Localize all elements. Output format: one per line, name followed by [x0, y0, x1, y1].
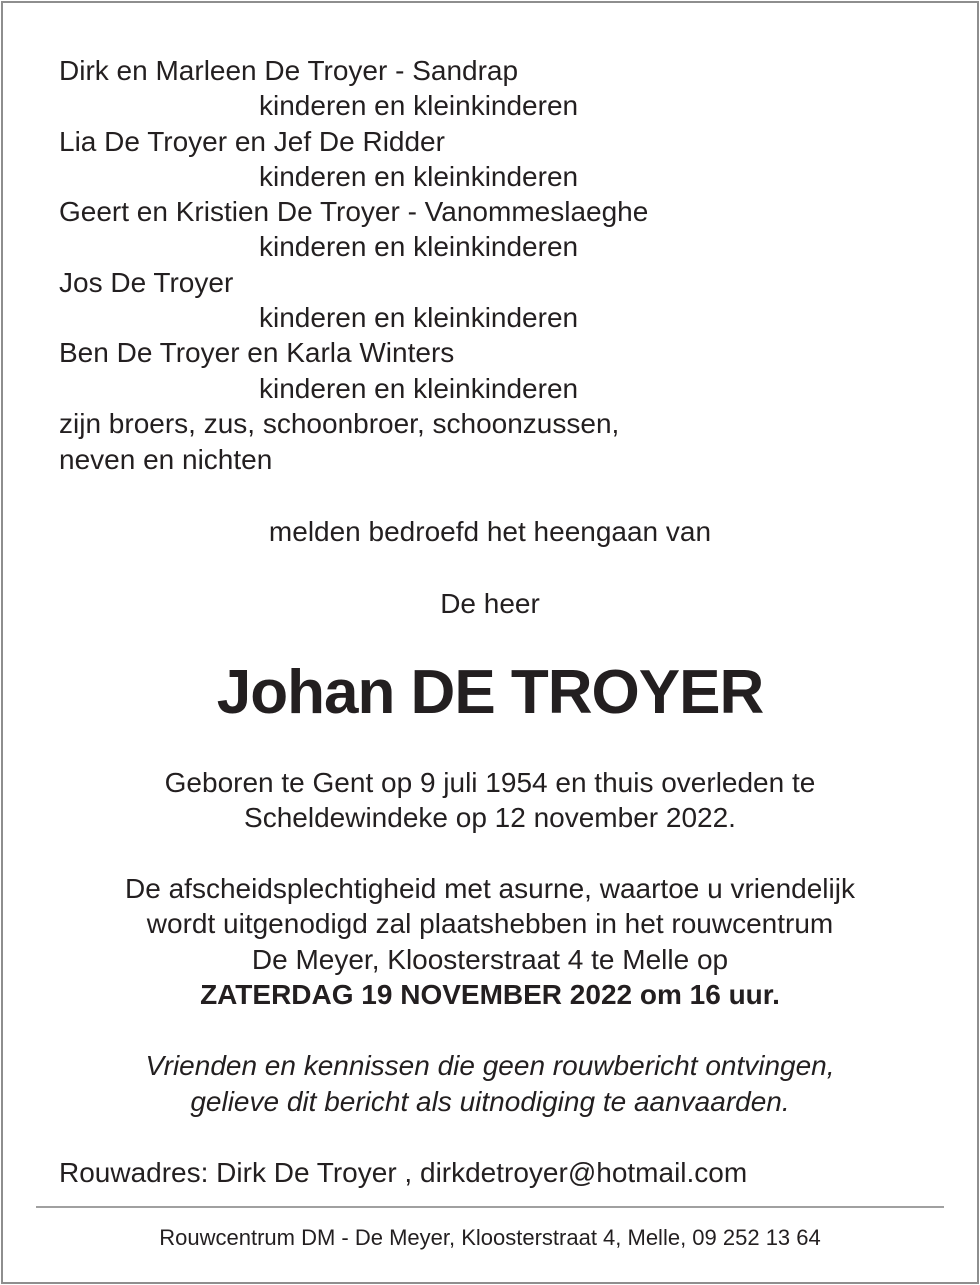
birth-death-line: Geboren te Gent op 9 juli 1954 en thuis overleden te	[164, 767, 816, 798]
invitation-note-line: Vrienden en kennissen die geen rouwbericht ontvingen,	[145, 1050, 835, 1081]
footer-divider	[36, 1206, 944, 1208]
deceased-name: Johan DE TROYER	[216, 658, 764, 727]
ceremony-line: De Meyer, Kloosterstraat 4 te Melle op	[251, 944, 729, 975]
family-names: Ben De Troyer en Karla Winters	[59, 337, 455, 368]
family-names: Geert en Kristien De Troyer - Vanommeslaeghe	[59, 196, 649, 227]
mourning-address: Rouwadres: Dirk De Troyer , dirkdetroyer@hotmail.com	[59, 1157, 748, 1188]
ceremony-line: De afscheidsplechtigheid met asurne, waartoe u vriendelijk	[125, 873, 855, 904]
family-descendants: kinderen en kleinkinderen	[259, 231, 579, 262]
ceremony-datetime: ZATERDAG 19 NOVEMBER 2022 om 16 uur.	[200, 979, 780, 1010]
salutation: De heer	[440, 588, 540, 619]
family-names: Jos De Troyer	[59, 267, 234, 298]
family-descendants: kinderen en kleinkinderen	[259, 302, 579, 333]
relatives-line: neven en nichten	[59, 444, 273, 475]
family-descendants: kinderen en kleinkinderen	[259, 161, 579, 192]
family-names: Dirk en Marleen De Troyer - Sandrap	[59, 55, 519, 86]
relatives-line: zijn broers, zus, schoonbroer, schoonzussen,	[59, 408, 620, 439]
ceremony-line: wordt uitgenodigd zal plaatshebben in het rouwcentrum	[146, 908, 834, 939]
family-names: Lia De Troyer en Jef De Ridder	[59, 126, 445, 157]
invitation-note-line: gelieve dit bericht als uitnodiging te aanvaarden.	[190, 1086, 790, 1117]
announcement: melden bedroefd het heengaan van	[268, 516, 712, 547]
birth-death-line: Scheldewindeke op 12 november 2022.	[244, 802, 736, 833]
funeral-home-footer: Rouwcentrum DM - De Meyer, Kloosterstraat 4, Melle, 09 252 13 64	[159, 1225, 821, 1250]
family-descendants: kinderen en kleinkinderen	[259, 373, 579, 404]
family-descendants: kinderen en kleinkinderen	[259, 90, 579, 121]
